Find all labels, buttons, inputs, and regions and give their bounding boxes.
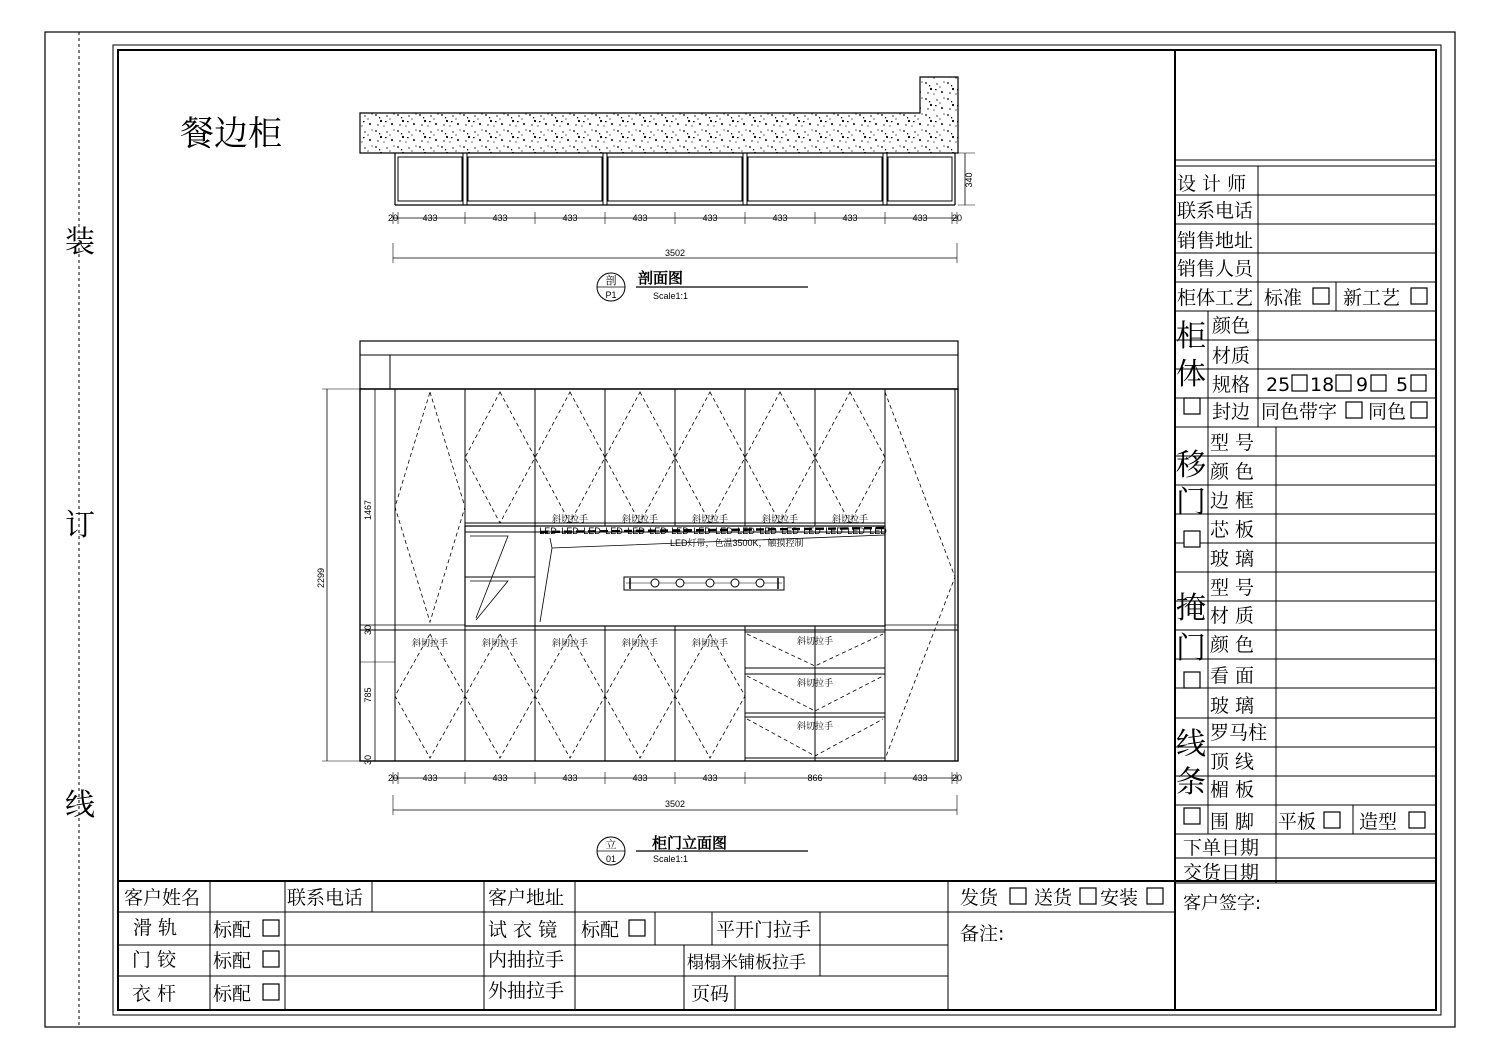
remark-label: 备注: [960, 923, 1005, 945]
phone-label: 联系电话 [287, 887, 364, 909]
right-info-panel [1175, 50, 1436, 1010]
upper-door-swing [815, 392, 885, 523]
hinge-label: 门 铰 [132, 949, 177, 971]
cabinet-group-label-2: 体 [1176, 357, 1206, 392]
craft-label: 柜体工艺 [1177, 287, 1254, 309]
address-label: 客户地址 [488, 887, 565, 909]
spec-5-checkbox[interactable] [1411, 375, 1426, 391]
craft-standard-label: 标准 [1264, 287, 1303, 309]
drawing-title: 餐边柜 [180, 114, 282, 154]
section-bay [608, 157, 742, 201]
section-symbol-bottom: P1 [605, 290, 617, 300]
rod-standard-checkbox[interactable] [263, 984, 279, 1000]
handle-label: 斜切拉手 [796, 678, 834, 688]
dim-value: 866 [807, 773, 823, 783]
rail-standard-label: 标配 [213, 919, 252, 941]
rail-standard-checkbox[interactable] [263, 920, 279, 936]
customer-signature-label: 客户签字: [1183, 893, 1262, 914]
led-label: LED [803, 526, 821, 536]
customer-name-label: 客户姓名 [124, 887, 201, 909]
rod-label: 衣 杆 [132, 983, 177, 1005]
handle-label: 斜切拉手 [691, 638, 729, 648]
elevation-symbol-bottom: 01 [605, 854, 617, 864]
led-label: LED [737, 526, 755, 536]
upper-door-swing [605, 392, 675, 523]
handle-label: 斜切拉手 [796, 721, 834, 731]
sliding-core-label: 芯 板 [1210, 519, 1255, 541]
lintel-label: 楣 板 [1210, 779, 1255, 801]
elevation-total-dim: 3502 [664, 799, 686, 809]
vertical-lower-dim: 785 [363, 687, 373, 703]
lower-door-swing [535, 634, 605, 758]
binding-mark-zhuang: 装 [65, 225, 95, 260]
baseboard-label: 围 脚 [1210, 811, 1255, 833]
hook [651, 579, 659, 587]
section-title: 剖面图 [638, 269, 684, 287]
rail-label: 滑 轨 [133, 917, 178, 939]
sliding-model-label: 型 号 [1210, 432, 1255, 454]
vertical-upper-dim: 1467 [363, 499, 373, 521]
led-label: LED [869, 526, 887, 536]
led-label: LED [847, 526, 865, 536]
countertop [360, 77, 958, 153]
vertical-total-dim: 2299 [316, 567, 326, 589]
lower-door-swing [465, 634, 535, 758]
section-symbol-top: 剖 [605, 274, 617, 287]
elevation-view [316, 341, 962, 865]
sliding-group-label-2: 门 [1176, 485, 1206, 520]
page-number-label: 页码 [691, 983, 730, 1005]
sliding-color-label: 颜 色 [1210, 461, 1255, 483]
spec-25-checkbox[interactable] [1292, 375, 1307, 391]
top-cabinet [360, 341, 958, 389]
cover-face-label: 看 面 [1210, 665, 1255, 687]
delivery-date-label: 交货日期 [1183, 862, 1260, 884]
lower-door-swing [675, 634, 745, 758]
end-panel [885, 392, 955, 759]
section-view [360, 77, 975, 301]
cover-color-label: 颜 色 [1210, 634, 1255, 656]
edge-opt1-checkbox[interactable] [1346, 402, 1362, 418]
baseboard-shaped-checkbox[interactable] [1409, 812, 1425, 828]
roman-column-label: 罗马柱 [1210, 722, 1268, 744]
led-label: LED [539, 526, 557, 536]
section-bay [468, 157, 602, 201]
sliding-glass-label: 玻 璃 [1210, 548, 1255, 570]
vertical-mid-dim: 30 [363, 624, 373, 636]
cabinet-group-checkbox[interactable] [1184, 398, 1200, 414]
upper-door-swing [675, 392, 745, 523]
handle-label: 斜切拉手 [761, 514, 799, 524]
cover-group-label-2: 门 [1176, 631, 1206, 666]
dim-value: 20 [951, 773, 963, 783]
dim-value: 433 [772, 213, 788, 223]
spec-18-checkbox[interactable] [1336, 375, 1351, 391]
ship-label: 发货 [960, 887, 999, 909]
led-note: LED灯带，色温3500K，触摸控制 [670, 538, 804, 548]
spec-18: 18 [1310, 374, 1335, 396]
elevation-scale: Scale1:1 [653, 854, 689, 864]
cabinet-spec-label: 规格 [1212, 374, 1251, 396]
dim-value: 433 [632, 773, 648, 783]
upper-door-swing [395, 392, 465, 622]
craft-standard-checkbox[interactable] [1313, 288, 1329, 304]
lines-group-label-1: 线 [1176, 727, 1206, 762]
dim-value: 20 [951, 213, 963, 223]
outer-handle-label: 外抽拉手 [488, 980, 565, 1002]
sales-address-label: 销售地址 [1177, 230, 1254, 252]
edge-opt1-label: 同色带字 [1261, 401, 1338, 423]
salesperson-label: 销售人员 [1177, 258, 1254, 280]
rod-standard-label: 标配 [213, 983, 252, 1005]
section-total-dim: 3502 [664, 248, 686, 258]
dim-value: 433 [562, 773, 578, 783]
mirror-standard-label: 标配 [581, 919, 620, 941]
edge-opt2-label: 同色 [1368, 401, 1407, 423]
cabinet-group-label-1: 柜 [1176, 319, 1206, 354]
dim-value: 433 [912, 213, 928, 223]
hinge-standard-label: 标配 [213, 950, 252, 972]
dim-value: 433 [632, 213, 648, 223]
section-dim-row [388, 212, 962, 224]
lower-doors [395, 632, 885, 758]
led-label: LED [781, 526, 799, 536]
handle-label: 斜切拉手 [691, 514, 729, 524]
dim-value: 433 [422, 213, 438, 223]
cover-model-label: 型 号 [1210, 577, 1255, 599]
cabinet-edge-label: 封边 [1212, 401, 1251, 423]
handle-label: 斜切拉手 [621, 514, 659, 524]
sliding-group-label-1: 移 [1176, 448, 1206, 483]
lower-door-swing [605, 634, 675, 758]
install-label: 安装 [1100, 887, 1139, 909]
cover-material-label: 材 质 [1210, 605, 1255, 627]
inner-handle-label: 内抽拉手 [488, 949, 565, 971]
cover-group-checkbox[interactable] [1184, 672, 1200, 688]
lines-group-label-2: 条 [1176, 765, 1206, 800]
craft-new-checkbox[interactable] [1411, 288, 1427, 304]
dim-value: 433 [492, 773, 508, 783]
sliding-group-checkbox[interactable] [1184, 531, 1200, 547]
dim-value: 433 [702, 773, 718, 783]
dim-value: 433 [912, 773, 928, 783]
dim-value: 433 [842, 213, 858, 223]
dim-value: 433 [702, 213, 718, 223]
spec-25: 25 [1266, 374, 1291, 396]
tatami-handle-label: 榻榻米铺板拉手 [687, 953, 806, 973]
spec-9: 9 [1356, 374, 1369, 396]
cover-group-label-1: 掩 [1176, 591, 1206, 626]
dim-value: 433 [562, 213, 578, 223]
handle-label: 斜切拉手 [621, 638, 659, 648]
upper-door-swing [535, 392, 605, 523]
led-label: LED [649, 526, 667, 536]
deliver-checkbox[interactable] [1080, 888, 1096, 904]
led-label: LED [627, 526, 645, 536]
designer-phone-label: 联系电话 [1177, 200, 1254, 222]
handle-label: 斜切拉手 [831, 514, 869, 524]
led-label: LED [671, 526, 689, 536]
led-label: LED [605, 526, 623, 536]
edge-opt2-checkbox[interactable] [1411, 402, 1427, 418]
elevation-symbol-top: 立 [605, 838, 617, 851]
cabinet-color-label: 颜色 [1212, 315, 1251, 337]
lines-group-checkbox[interactable] [1184, 808, 1200, 824]
sliding-frame-label: 边 框 [1210, 490, 1255, 512]
led-label: LED [561, 526, 579, 536]
mirror-standard-checkbox[interactable] [629, 920, 645, 936]
led-label: LED [583, 526, 601, 536]
handle-label: 斜切拉手 [551, 638, 589, 648]
section-height-dim: 340 [964, 172, 974, 188]
spec-5: 5 [1396, 374, 1409, 396]
dim-value: 20 [387, 773, 399, 783]
section-scale: Scale1:1 [653, 291, 689, 301]
lower-door-swing [395, 634, 465, 758]
hook [731, 579, 739, 587]
swing-handle-label: 平开门拉手 [716, 919, 812, 941]
baseboard-flat-label: 平板 [1278, 811, 1317, 833]
binding-mark-ding: 订 [65, 508, 95, 543]
led-label: LED [715, 526, 733, 536]
section-bay [748, 157, 882, 201]
mirror-label: 试 衣 镜 [488, 919, 558, 941]
led-label: LED [825, 526, 843, 536]
deliver-label: 送货 [1034, 887, 1073, 909]
handle-label: 斜切拉手 [411, 638, 449, 648]
elevation-title: 柜门立面图 [652, 834, 728, 852]
handle-label: 斜切拉手 [551, 514, 589, 524]
install-checkbox[interactable] [1147, 888, 1163, 904]
led-label: LED [759, 526, 777, 536]
order-date-label: 下单日期 [1183, 837, 1260, 859]
ship-checkbox[interactable] [1010, 888, 1026, 904]
baseboard-flat-checkbox[interactable] [1324, 812, 1340, 828]
cover-glass-label: 玻 璃 [1210, 695, 1255, 717]
upper-door-swing [745, 392, 815, 523]
dim-value: 433 [422, 773, 438, 783]
craft-new-label: 新工艺 [1343, 287, 1401, 309]
elevation-dim-row [388, 772, 962, 784]
hook [676, 579, 684, 587]
section-bay [398, 157, 462, 201]
dim-value: 433 [492, 213, 508, 223]
top-line-label: 顶 线 [1210, 751, 1255, 773]
section-bays [398, 153, 952, 205]
section-bay [888, 157, 952, 201]
handle-label: 斜切拉手 [481, 638, 519, 648]
handle-label: 斜切拉手 [796, 636, 834, 646]
hook [706, 579, 714, 587]
designer-label: 设 计 师 [1177, 173, 1247, 195]
binding-mark-xian: 线 [65, 788, 95, 823]
dim-value: 20 [387, 213, 399, 223]
hook [756, 579, 764, 587]
spec-9-checkbox[interactable] [1371, 375, 1386, 391]
baseboard-shaped-label: 造型 [1359, 811, 1398, 833]
cabinet-material-label: 材质 [1212, 345, 1251, 367]
upper-door-swing [465, 392, 535, 523]
vertical-base-dim: 30 [363, 754, 373, 766]
hinge-standard-checkbox[interactable] [263, 951, 279, 967]
led-label: LED [693, 526, 711, 536]
